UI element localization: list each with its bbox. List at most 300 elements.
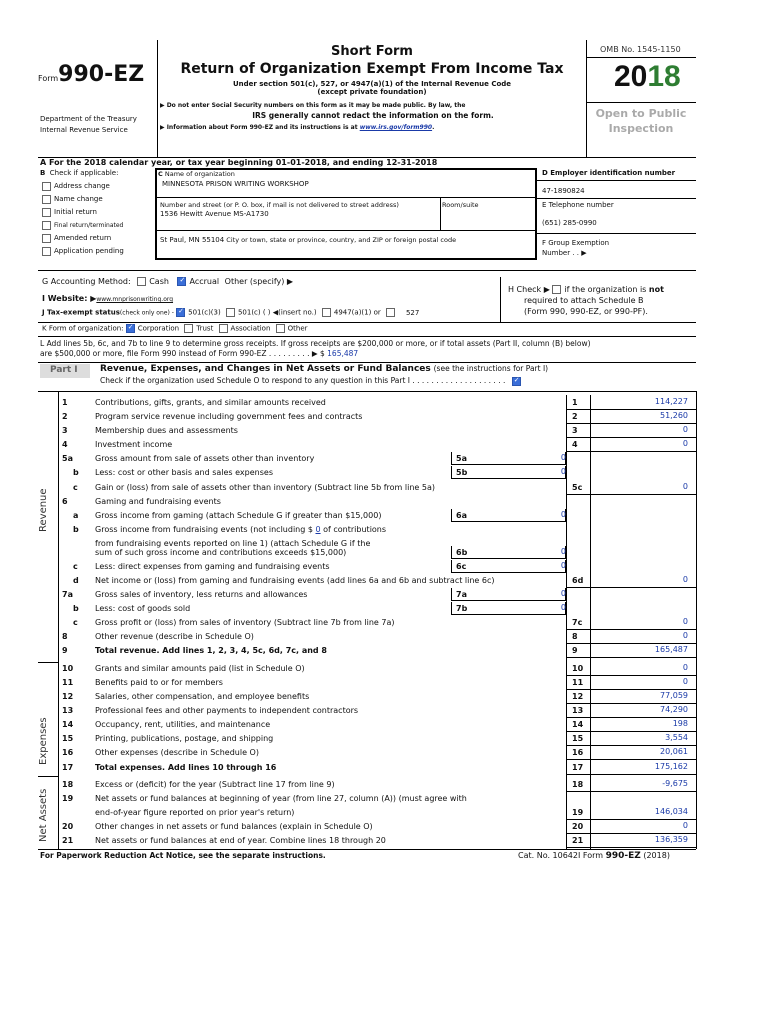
line-box-label: 18 <box>572 780 584 789</box>
line-description <box>95 822 373 831</box>
line-amount: 0 <box>682 575 688 584</box>
table-row <box>0 495 770 509</box>
line-box-label: 4 <box>572 440 578 449</box>
table-row <box>0 602 770 616</box>
subtitle-2: (except private foundation) <box>317 88 427 96</box>
line-description <box>95 678 223 687</box>
website-value: www.mnprisonwriting.org <box>96 296 174 303</box>
line-text: Contributions, gifts, grants, and similar amounts received <box>95 398 326 407</box>
table-row <box>0 466 770 480</box>
ein-value: 47-1890824 <box>542 187 585 195</box>
table-row <box>0 718 770 732</box>
line-number: 6 <box>62 497 68 506</box>
h-text-2: required to attach Schedule B <box>524 296 644 305</box>
sub-line-label: 7b <box>456 604 468 613</box>
line-number: 12 <box>62 692 74 701</box>
j-note: (check only one) - <box>119 309 174 317</box>
schedule-o-checkbox[interactable] <box>512 377 521 386</box>
expenses-label: Expenses <box>38 717 49 765</box>
j-opt-label: 527 <box>405 308 420 317</box>
corporation-checkbox[interactable] <box>126 324 135 333</box>
phone-label: E Telephone number <box>542 201 614 209</box>
line-number: 7a <box>62 590 73 599</box>
line-box-label: 3 <box>572 426 578 435</box>
h-text: if the organization is <box>564 285 647 294</box>
other-checkbox[interactable] <box>276 324 285 333</box>
501c3-checkbox[interactable] <box>176 308 185 317</box>
line-number: c <box>73 483 78 492</box>
header-note-3: ▶ Information about Form 990-EZ and its instructions is at www.irs.gov/form990. <box>160 124 435 131</box>
check-label: Address change <box>54 182 110 190</box>
line-description <box>95 632 254 641</box>
form-number: 990-EZ <box>58 62 145 87</box>
line-text: Gain or (loss) from sale of assets other than inventory (Subtract line 5b from line 5a) <box>95 483 435 492</box>
line-number: c <box>73 562 78 571</box>
line-description <box>95 836 386 845</box>
b-label: B <box>40 169 46 177</box>
sub-amount-value: 0 <box>560 510 566 519</box>
sub-amount-box <box>451 452 566 465</box>
table-row <box>0 410 770 424</box>
line-l <box>40 339 591 359</box>
line-text: Total revenue. Add lines 1, 2, 3, 4, 5c, 6d, 7c, and 8 <box>95 646 327 655</box>
ein-label: D Employer identification number <box>542 169 676 177</box>
part-1-title-note: (see the instructions for Part I) <box>433 364 549 373</box>
dept-line-2: Internal Revenue Service <box>40 126 128 134</box>
footer-notice: For Paperwork Reduction Act Notice, see the separate instructions. <box>40 851 326 860</box>
line-text: Gross amount from sale of assets other than inventory <box>95 454 315 463</box>
line-text: Printing, publications, postage, and shipping <box>95 734 274 743</box>
j-opt-label: 501(c)(3) <box>188 308 221 317</box>
sub-amount-box <box>451 588 566 601</box>
table-row <box>0 834 770 848</box>
form-of-organization <box>42 324 308 333</box>
table-row <box>0 806 770 820</box>
sub-amount-box <box>451 602 566 615</box>
tax-exempt-status <box>42 308 419 317</box>
line-box-label: 20 <box>572 822 584 831</box>
city-value: St Paul, MN 55104 <box>160 236 225 244</box>
line-text: end-of-year figure reported on prior year's return) <box>95 808 295 817</box>
net-assets-label: Net Assets <box>38 788 49 842</box>
line-amount: 3,554 <box>665 733 688 742</box>
line-description <box>95 692 309 701</box>
line-text: Less: direct expenses from gaming and fundraising events <box>95 562 330 571</box>
line-amount: 198 <box>672 719 688 728</box>
c-label: C <box>158 170 163 178</box>
room-label: Room/suite <box>442 201 479 209</box>
line-text: Net assets or fund balances at end of year. Combine lines 18 through 20 <box>95 836 386 845</box>
line-text: Gross income from gaming (attach Schedule G if greater than $15,000) <box>95 511 382 520</box>
line-box-label: 6d <box>572 576 584 585</box>
line-number: 5a <box>62 454 73 463</box>
line-text: Other revenue (describe in Schedule O) <box>95 632 254 641</box>
table-row <box>0 778 770 792</box>
open-to-public <box>586 106 696 136</box>
line-box-label: 12 <box>572 692 584 701</box>
c-text: Name of organization <box>164 170 235 178</box>
k-opt-label: Trust <box>196 324 214 333</box>
check-final-return[interactable] <box>42 219 124 232</box>
table-row <box>0 820 770 834</box>
applicable-checks <box>42 180 124 258</box>
footer-year: (2018) <box>643 851 670 860</box>
line-box-label: 7c <box>572 618 583 627</box>
line-text: Salaries, other compensation, and employee benefits <box>95 692 310 701</box>
line-number: 18 <box>62 780 74 789</box>
accounting-method <box>42 277 293 286</box>
sub-amount-value: 0 <box>560 561 566 570</box>
j-opt-label: 4947(a)(1) or <box>333 308 381 317</box>
line-description <box>95 794 467 803</box>
i-label: I Website: ▶ <box>42 294 97 303</box>
line-box-label: 19 <box>572 808 584 817</box>
line-text: Other expenses (describe in Schedule O) <box>95 748 259 757</box>
table-row <box>0 574 770 588</box>
line-number: b <box>73 525 79 534</box>
line-text: Gross sales of inventory, less returns and allowances <box>95 590 308 599</box>
association-checkbox[interactable] <box>219 324 228 333</box>
accrual-label: Accrual <box>189 277 220 286</box>
line-number: 3 <box>62 426 68 435</box>
line-number: 21 <box>62 836 74 845</box>
line-description <box>95 604 190 613</box>
line-number: 1 <box>62 398 68 407</box>
line-description <box>95 562 330 571</box>
part-1-title <box>100 364 548 374</box>
line-amount: 74,290 <box>660 705 688 714</box>
line-box-label: 11 <box>572 678 584 687</box>
check-initial-return[interactable] <box>42 206 124 219</box>
line-amount: 0 <box>682 663 688 672</box>
sub-line-label: 7a <box>456 590 467 599</box>
line-description <box>95 483 435 492</box>
line-amount: 165,487 <box>654 645 688 654</box>
table-row <box>0 523 770 537</box>
line-number: b <box>73 604 79 613</box>
line-description <box>95 808 294 817</box>
l-value: 165,487 <box>327 349 359 358</box>
g-label: G Accounting Method: <box>42 277 131 286</box>
omb-number: OMB No. 1545-1150 <box>600 45 681 54</box>
form-word: Form <box>582 851 604 860</box>
line-number: 17 <box>62 763 74 772</box>
line-description <box>95 511 381 520</box>
line-number: b <box>73 468 79 477</box>
note3-text: ▶ Information about Form 990-EZ and its instructions is at <box>160 124 360 131</box>
line-box-label: 8 <box>572 632 578 641</box>
line-box-label: 17 <box>572 763 584 772</box>
table-row <box>0 424 770 438</box>
form-number-footer: 990-EZ <box>605 851 641 861</box>
line-text: Membership dues and assessments <box>95 426 238 435</box>
line-box-label: 16 <box>572 748 584 757</box>
line-box-label: 21 <box>572 836 584 845</box>
line-description <box>95 468 273 477</box>
sub-amount-value: 0 <box>560 547 566 556</box>
f-label-2: Number <box>542 249 571 257</box>
department-text <box>40 114 137 136</box>
k-opt-label: Other <box>287 324 308 333</box>
check-name-change[interactable] <box>42 193 124 206</box>
checkbox[interactable] <box>42 234 51 243</box>
line-box-label: 15 <box>572 734 584 743</box>
line-description <box>95 412 362 421</box>
part-1-title-text: Revenue, Expenses, and Changes in Net Assets or Fund Balances <box>100 364 431 374</box>
table-row <box>0 560 770 574</box>
line-amount: 0 <box>682 677 688 686</box>
table-row <box>0 588 770 602</box>
open-line-2: Inspection <box>608 122 674 135</box>
line-amount: 0 <box>682 439 688 448</box>
k-opt-label: Corporation <box>137 324 180 333</box>
line-box-label: 9 <box>572 646 578 655</box>
line-box-label: 13 <box>572 706 584 715</box>
line-box-label: 14 <box>572 720 584 729</box>
group-exemption: F Group Exemption Number . . ▶ <box>542 239 610 257</box>
line-a: A For the 2018 calendar year, or tax year beginning 01-01-2018, and ending 12-31-2018 <box>40 158 438 167</box>
form-label <box>38 62 144 87</box>
sub-amount-value: 0 <box>560 589 566 598</box>
dept-line-1: Department of the Treasury <box>40 115 137 123</box>
table-row <box>0 704 770 718</box>
schedule-o-check <box>100 376 524 386</box>
line-number: 8 <box>62 632 68 641</box>
line-number: 9 <box>62 646 68 655</box>
year-prefix: 20 <box>614 60 648 93</box>
checkbox[interactable] <box>42 182 51 191</box>
line-text: Grants and similar amounts paid (list in Schedule O) <box>95 664 305 673</box>
line-text: Less: cost or other basis and sales expenses <box>95 468 273 477</box>
form-title <box>158 44 586 96</box>
sub-amount-value: 0 <box>560 603 566 612</box>
table-row <box>0 396 770 410</box>
check-label: Application pending <box>54 247 124 255</box>
line-amount: 0 <box>682 617 688 626</box>
year-suffix: 18 <box>647 60 681 93</box>
title-main: Return of Organization Exempt From Income Tax <box>180 61 564 77</box>
line-description <box>95 454 314 463</box>
header-note-1: ▶ Do not enter Social Security numbers on this form as it may be made public. By law, the <box>160 102 466 109</box>
sub-line-label: 6b <box>456 548 468 557</box>
header-note-2: IRS generally cannot redact the information on the form. <box>252 111 494 120</box>
city-label: City or town, state or province, country, and ZIP or foreign postal code <box>226 236 457 244</box>
line-description <box>95 763 276 772</box>
check-label: Final return/terminated <box>54 222 124 229</box>
table-row <box>0 481 770 495</box>
h-label: H Check ▶ <box>508 285 550 294</box>
line-text: from fundraising events reported on line 1) (attach Schedule G if the <box>95 539 371 548</box>
line-number: c <box>73 618 78 627</box>
website-line <box>42 294 173 303</box>
checkbox[interactable] <box>42 221 51 230</box>
line-number: d <box>73 576 79 585</box>
phone-value: (651) 285-0990 <box>542 219 597 227</box>
line-amount: 0 <box>682 631 688 640</box>
sub-amount-box <box>451 509 566 522</box>
check-label: Name change <box>54 195 103 203</box>
checkbox[interactable] <box>42 208 51 217</box>
schedule-o-text: Check if the organization used Schedule O to respond to any question in this Part I . . . . . . . . . . . . . . . . . . . . <box>100 376 506 385</box>
line-text: Professional fees and other payments to independent contractors <box>95 706 359 715</box>
h-checkbox[interactable] <box>552 285 561 294</box>
line-number: 11 <box>62 678 74 687</box>
check-label: Initial return <box>54 208 97 216</box>
table-row <box>0 746 770 760</box>
line-text: Investment income <box>95 440 173 449</box>
501c-checkbox[interactable] <box>226 308 235 317</box>
j-label: J Tax-exempt status <box>42 308 120 317</box>
line-text: Gross income from fundraising events (not including $ <box>95 525 316 534</box>
revenue-label: Revenue <box>38 488 49 532</box>
line-amount: 136,359 <box>654 835 688 844</box>
line-text: Gaming and fundraising events <box>95 497 221 506</box>
h-text-3: (Form 990, 990-EZ, or 990-PF). <box>524 307 648 316</box>
schedule-b-check <box>508 284 664 317</box>
line-amount: 77,059 <box>660 691 688 700</box>
k-opt-label: Association <box>230 324 271 333</box>
line-box-label: 1 <box>572 398 578 407</box>
line-number: 19 <box>62 794 74 803</box>
line-text: sum of such gross income and contributions exceeds $15,000) <box>95 548 347 557</box>
line-description <box>95 398 326 407</box>
527-checkbox[interactable] <box>386 308 395 317</box>
street-label: Number and street (or P. O. box, if mail is not delivered to street address) <box>160 201 399 209</box>
sub-line-label: 6a <box>456 511 467 520</box>
table-row <box>0 644 770 658</box>
line-description <box>95 664 305 673</box>
line-b-label <box>40 169 118 177</box>
line-description <box>95 440 172 449</box>
footer-form-info <box>518 851 670 861</box>
line-amount: 175,162 <box>654 762 688 771</box>
checkbox[interactable] <box>42 195 51 204</box>
trust-checkbox[interactable] <box>184 324 193 333</box>
line-text: Gross profit or (loss) from sales of inventory (Subtract line 7b from line 7a) <box>95 618 395 627</box>
line-box-label: 10 <box>572 664 584 673</box>
sub-amount-value: 0 <box>560 453 566 462</box>
line-box-label: 2 <box>572 412 578 421</box>
table-row <box>0 662 770 676</box>
line-text: Net income or (loss) from gaming and fundraising events (add lines 6a and 6b and subtract line 6c) <box>95 576 495 585</box>
b-text: Check if applicable: <box>49 169 119 177</box>
line-amount: 0 <box>682 821 688 830</box>
line-description <box>95 590 307 599</box>
tax-year <box>614 60 681 94</box>
check-label: Amended return <box>54 234 112 242</box>
line-text: Program service revenue including government fees and contracts <box>95 412 363 421</box>
line-description <box>95 706 358 715</box>
table-row <box>0 616 770 630</box>
check-amended-return[interactable] <box>42 232 124 245</box>
table-row <box>0 509 770 523</box>
cash-label: Cash <box>149 277 169 286</box>
line-amount: 0 <box>682 482 688 491</box>
line-amount: 20,061 <box>660 747 688 756</box>
line-number: 15 <box>62 734 74 743</box>
j-opt-label: 501(c) ( ) ◀(insert no.) <box>237 308 317 317</box>
table-row <box>0 438 770 452</box>
table-row <box>0 732 770 746</box>
sub-line-label: 6c <box>456 562 467 571</box>
line-text-end: of contributions <box>320 525 387 534</box>
title-short-form: Short Form <box>331 44 413 59</box>
line-number: 13 <box>62 706 74 715</box>
inline-value: 0 <box>315 525 321 534</box>
cash-checkbox[interactable] <box>137 277 146 286</box>
line-description <box>95 646 327 655</box>
other-label: Other (specify) ▶ <box>224 277 294 286</box>
sub-line-label: 5b <box>456 468 468 477</box>
line-amount: 51,260 <box>660 411 688 420</box>
line-text: Other changes in net assets or fund balances (explain in Schedule O) <box>95 822 373 831</box>
line-description <box>95 426 238 435</box>
line-box-label: 5c <box>572 483 583 492</box>
h-not: not <box>648 285 664 294</box>
check-address-change[interactable] <box>42 180 124 193</box>
line-description <box>95 618 395 627</box>
line-description <box>95 748 259 757</box>
line-number: 2 <box>62 412 68 421</box>
sub-line-label: 5a <box>456 454 467 463</box>
line-amount: 146,034 <box>654 807 688 816</box>
subtitle-1: Under section 501(c), 527, or 4947(a)(1) of the Internal Revenue Code <box>232 80 512 88</box>
line-text: Occupancy, rent, utilities, and maintenance <box>95 720 271 729</box>
open-line-1: Open to Public <box>595 107 687 120</box>
table-row <box>0 676 770 690</box>
arrow-icon: ▶ <box>581 249 587 257</box>
sub-amount-value: 0 <box>560 467 566 476</box>
check-application-pending[interactable] <box>42 245 124 258</box>
table-row <box>0 630 770 644</box>
4947-checkbox[interactable] <box>322 308 331 317</box>
checkbox[interactable] <box>42 247 51 256</box>
line-amount: 0 <box>682 425 688 434</box>
table-row <box>0 452 770 466</box>
line-text: Less: cost of goods sold <box>95 604 191 613</box>
line-number: a <box>73 511 79 520</box>
table-row <box>0 546 770 560</box>
l-line-1: L Add lines 5b, 6c, and 7b to line 9 to determine gross receipts. If gross receipts are $200,000 or more, or if total assets (Part II, column (B) below) <box>40 339 591 348</box>
line-number: 14 <box>62 720 74 729</box>
k-label: K Form of organization: <box>42 324 124 333</box>
form-prefix: Form <box>38 74 59 83</box>
f-label-1: F Group Exemption <box>542 239 610 247</box>
sub-amount-box <box>451 546 566 559</box>
sub-amount-box <box>451 560 566 573</box>
org-name: MINNESOTA PRISON WRITING WORKSHOP <box>162 180 309 188</box>
line-amount: 114,227 <box>654 397 688 406</box>
irs-link[interactable]: www.irs.gov/form990 <box>359 124 433 131</box>
line-description <box>95 548 346 557</box>
line-number: 10 <box>62 664 74 673</box>
line-description <box>95 720 270 729</box>
table-row <box>0 690 770 704</box>
line-description <box>95 497 221 506</box>
accrual-checkbox[interactable] <box>177 277 186 286</box>
line-description <box>95 576 494 585</box>
line-amount: -9,675 <box>662 779 688 788</box>
line-number: 16 <box>62 748 74 757</box>
line-text: Excess or (deficit) for the year (Subtract line 17 from line 9) <box>95 780 335 789</box>
l-line-2: are $500,000 or more, file Form 990 instead of Form 990-EZ . . . . . . . . . ▶ $ <box>40 349 328 358</box>
table-row <box>0 761 770 775</box>
line-number: 20 <box>62 822 74 831</box>
line-text: Net assets or fund balances at beginning of year (from line 27, column (A)) (must agree with <box>95 794 467 803</box>
line-text: Benefits paid to or for members <box>95 678 223 687</box>
line-description <box>95 525 386 534</box>
line-description <box>95 780 335 789</box>
